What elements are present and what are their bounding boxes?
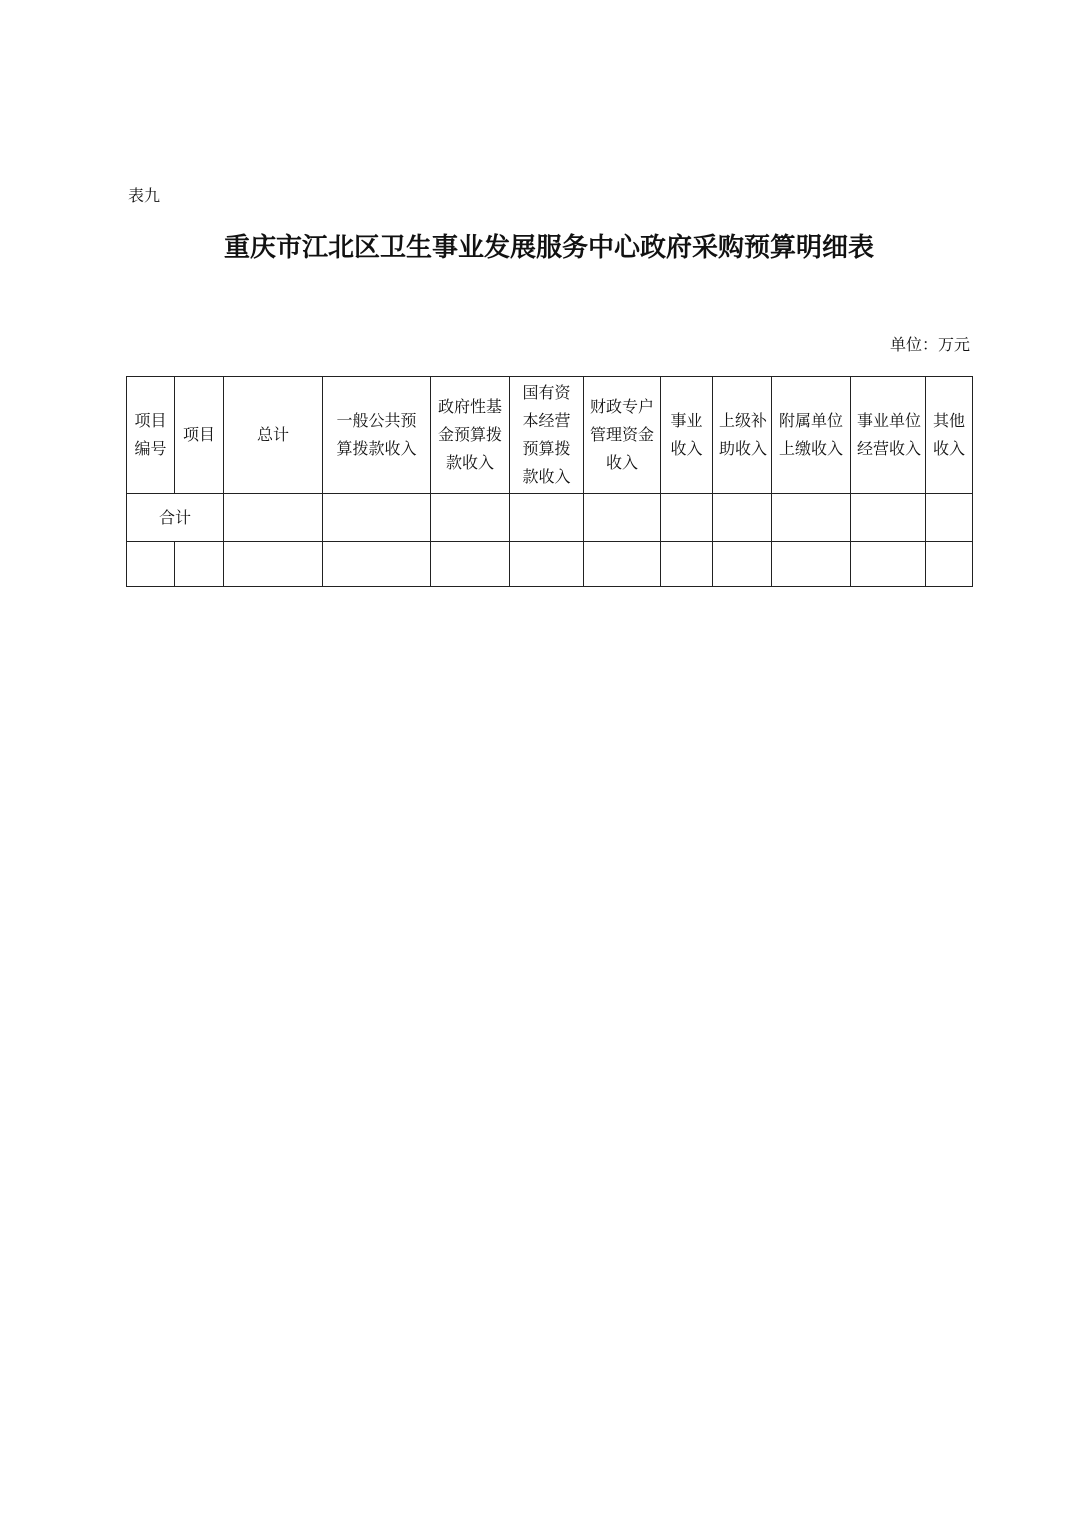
header-cell-business-income: 事业收入 [661, 377, 713, 494]
table-cell [175, 542, 224, 587]
table-cell [851, 542, 926, 587]
table-cell [224, 542, 323, 587]
procurement-budget-table [126, 376, 973, 587]
unit-label: 单位：万元 [889, 335, 970, 354]
table-cell [772, 494, 851, 542]
header-cell-other-income: 其他收入 [926, 377, 973, 494]
table-cell [772, 542, 851, 587]
table-cell [926, 494, 973, 542]
table-cell [661, 542, 713, 587]
table-number-label: 表九 [128, 186, 161, 205]
table-cell [926, 542, 973, 587]
header-cell-total: 总计 [224, 377, 323, 494]
table-cell [224, 494, 323, 542]
table-cell [584, 542, 661, 587]
total-row [127, 494, 973, 542]
header-cell-superior-subsidy: 上级补助收入 [713, 377, 772, 494]
header-cell-project-code: 项目编号 [127, 377, 175, 494]
table-cell [584, 494, 661, 542]
header-cell-general-public-budget: 一般公共预算拨款收入 [323, 377, 431, 494]
table-cell [431, 542, 510, 587]
header-cell-state-capital-budget: 国有资本经营预算拨款收入 [510, 377, 584, 494]
table-cell [661, 494, 713, 542]
table-cell [510, 542, 584, 587]
table-cell [713, 542, 772, 587]
header-cell-project: 项目 [175, 377, 224, 494]
table-cell [851, 494, 926, 542]
header-cell-government-fund-budget: 政府性基金预算拨款收入 [431, 377, 510, 494]
table-cell [323, 494, 431, 542]
table-cell [127, 542, 175, 587]
total-row-label: 合计 [127, 494, 224, 542]
header-cell-institution-operating: 事业单位经营收入 [851, 377, 926, 494]
table-cell [323, 542, 431, 587]
table-cell [510, 494, 584, 542]
header-cell-affiliated-unit-payment: 附属单位上缴收入 [772, 377, 851, 494]
page-title: 重庆市江北区卫生事业发展服务中心政府采购预算明细表 [223, 233, 874, 263]
table-cell [431, 494, 510, 542]
header-cell-fiscal-special-account: 财政专户管理资金收入 [584, 377, 661, 494]
table-row [127, 542, 973, 587]
header-row [127, 377, 973, 494]
table-cell [713, 494, 772, 542]
